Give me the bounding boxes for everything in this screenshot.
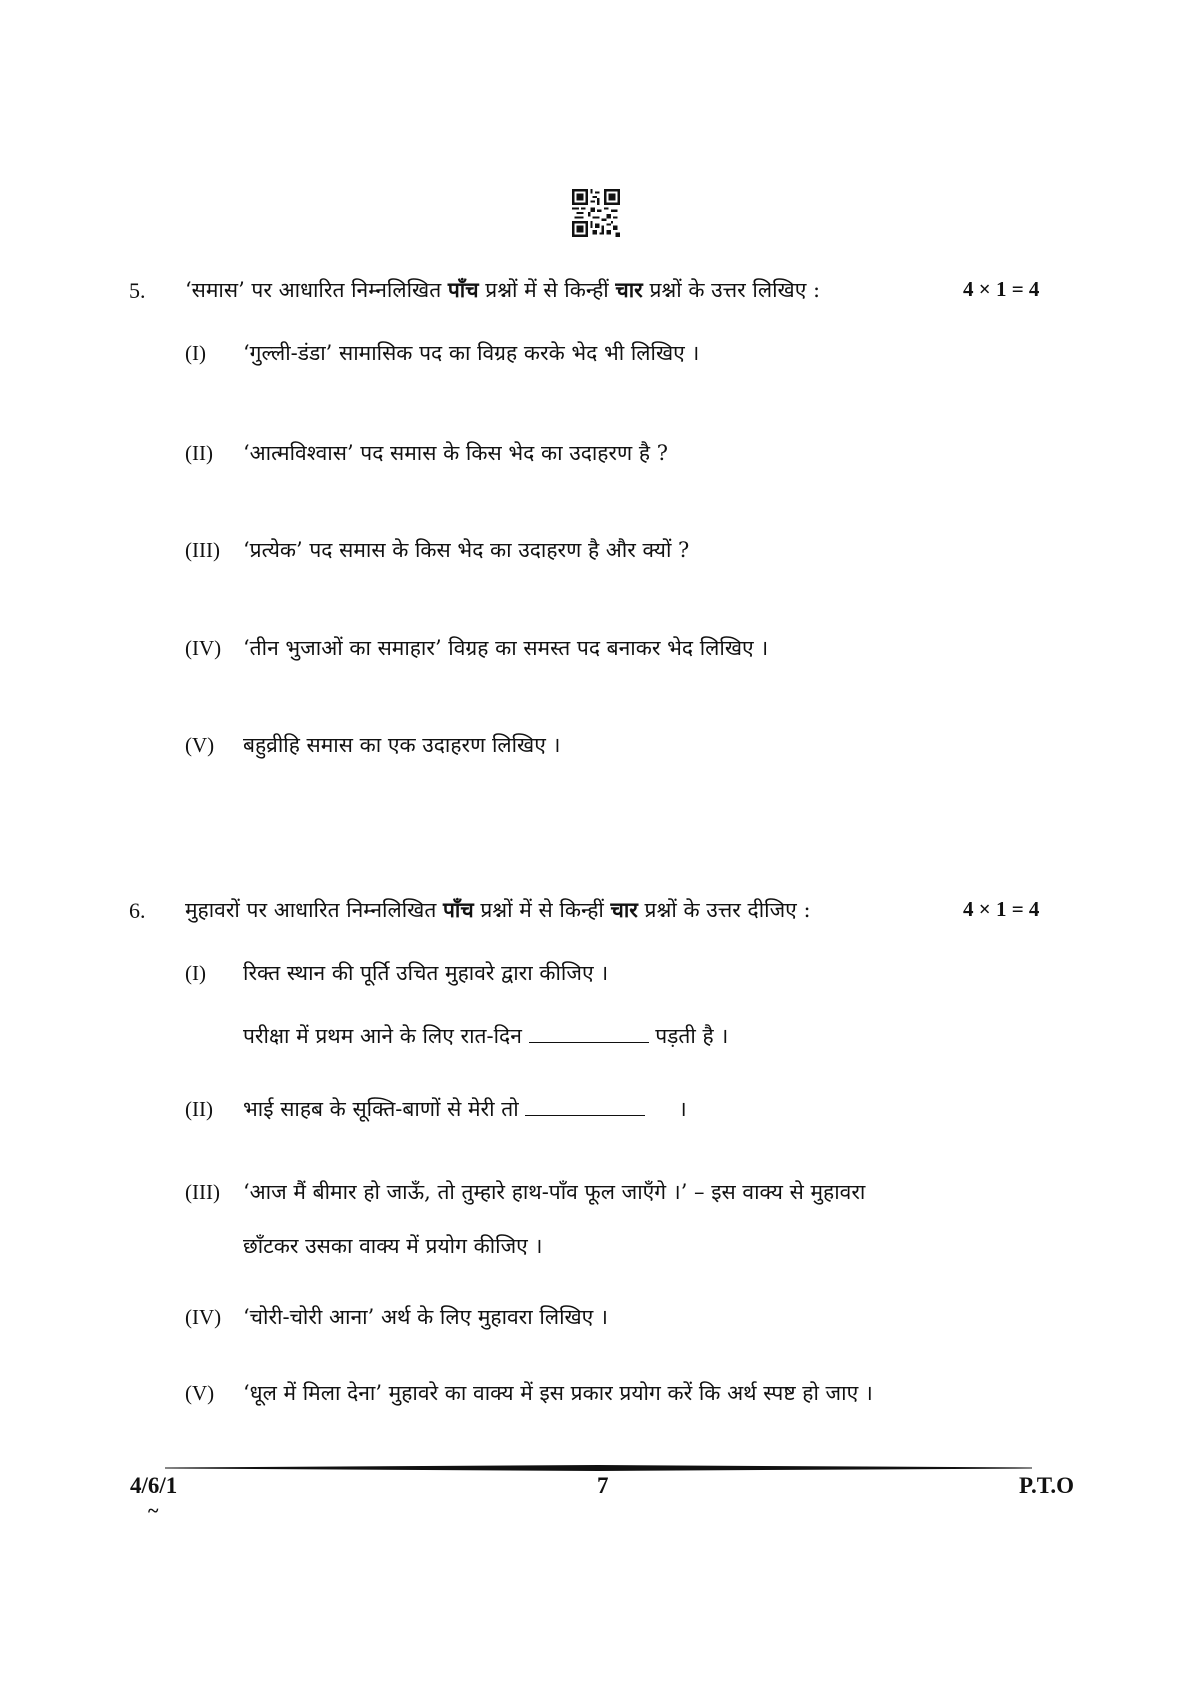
subpart-label: (V) xyxy=(185,733,215,757)
question-prompt: ‘समास’ पर आधारित निम्नलिखित पाँच प्रश्नों में से किन्हीं चार प्रश्नों के उत्तर लिखिए : xyxy=(185,277,821,302)
marks-label: 4 × 1 = 4 xyxy=(963,277,1040,301)
subpart-text: ‘तीन भुजाओं का समाहार’ विग्रह का समस्त पद बनाकर भेद लिखिए । xyxy=(243,636,769,660)
fill-in-sentence: भाई साहब के सूक्ति-बाणों से मेरी तो । xyxy=(243,1097,687,1121)
subpart-text: ‘आज मैं बीमार हो जाऊँ, तो तुम्हारे हाथ-पाँव फूल जाएँगे ।’ – इस वाक्य से मुहावरा xyxy=(243,1180,866,1204)
paper-code: 4/6/1 xyxy=(130,1473,178,1498)
subpart-label: (I) xyxy=(185,341,206,365)
subpart-text: ‘धूल में मिला देना’ मुहावरे का वाक्य में इस प्रकार प्रयोग करें कि अर्थ स्पष्ट हो जाए । xyxy=(243,1381,873,1405)
subpart-text: ‘आत्मविश्वास’ पद समास के किस भेद का उदाहरण है ? xyxy=(243,441,668,465)
subpart-text: ‘प्रत्येक’ पद समास के किस भेद का उदाहरण है और क्यों ? xyxy=(243,538,690,562)
subpart-label: (I) xyxy=(185,961,206,985)
pto-label: P.T.O xyxy=(1019,1473,1074,1498)
subpart-text: रिक्त स्थान की पूर्ति उचित मुहावरे द्वारा कीजिए । xyxy=(243,961,609,985)
subpart-label: (V) xyxy=(185,1381,215,1405)
qr-code-icon xyxy=(572,189,620,237)
question-prompt: मुहावरों पर आधारित निम्नलिखित पाँच प्रश्नों में से किन्हीं चार प्रश्नों के उत्तर दीजिए : xyxy=(185,897,811,922)
subpart-text: बहुव्रीहि समास का एक उदाहरण लिखिए । xyxy=(243,733,561,757)
subpart-text: ‘चोरी-चोरी आना’ अर्थ के लिए मुहावरा लिखिए । xyxy=(243,1305,608,1329)
answer-blank[interactable] xyxy=(525,1095,645,1116)
question-number: 6. xyxy=(129,898,146,923)
footer-divider xyxy=(165,1465,1032,1471)
fill-in-sentence: परीक्षा में प्रथम आने के लिए रात-दिन पड़ती है । xyxy=(243,1024,729,1048)
subpart-label: (IV) xyxy=(185,1305,222,1329)
tilde-mark: ~ xyxy=(148,1500,159,1522)
subpart-label: (II) xyxy=(185,1097,213,1121)
subpart-text-continued: छाँटकर उसका वाक्य में प्रयोग कीजिए । xyxy=(243,1234,543,1258)
subpart-label: (III) xyxy=(185,538,220,562)
question-number: 5. xyxy=(129,278,146,303)
page-number: 7 xyxy=(597,1473,609,1498)
answer-blank[interactable] xyxy=(529,1022,649,1043)
subpart-label: (III) xyxy=(185,1180,220,1204)
subpart-label: (IV) xyxy=(185,636,222,660)
subpart-text: ‘गुल्ली-डंडा’ सामासिक पद का विग्रह करके भेद भी लिखिए । xyxy=(243,341,700,365)
subpart-label: (II) xyxy=(185,441,213,465)
marks-label: 4 × 1 = 4 xyxy=(963,897,1040,921)
